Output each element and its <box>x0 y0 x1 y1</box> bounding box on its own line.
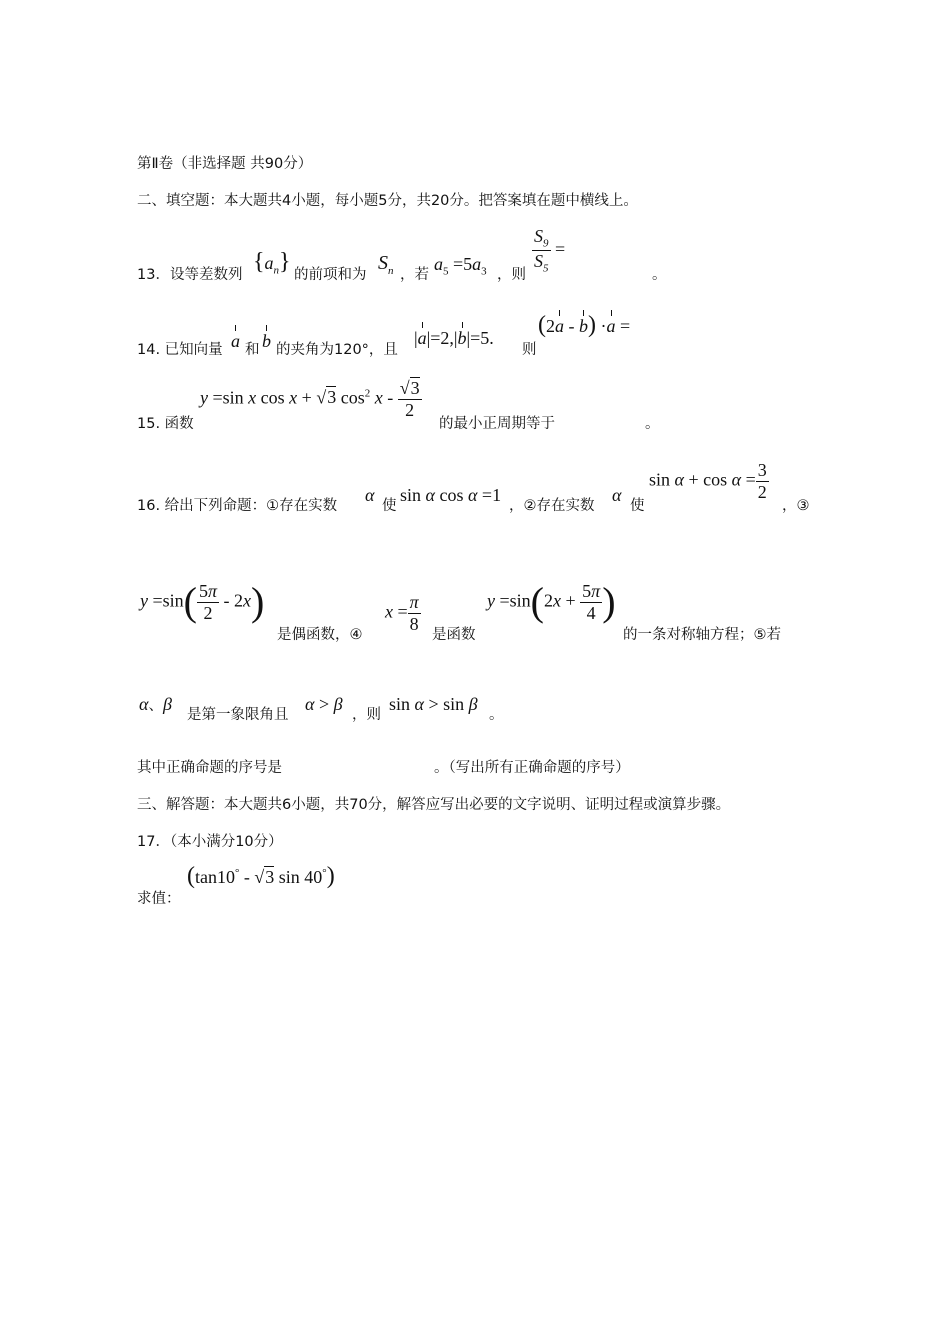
q13-formula-ratio: $\frac{S_9}{S_5}$ = <box>534 226 566 275</box>
q16-number: 16. 给出下列命题：①存在实数 <box>137 498 338 514</box>
q13-text-2: ，若 <box>400 267 429 283</box>
q16-formula-5: y =sin(2x + $\frac{5\pi}{4}$ ) <box>487 579 616 625</box>
q13-formula-an: $\{a_n\}$ <box>253 249 291 277</box>
q13-formula-condition: $a_5 =5a_3$ <box>434 254 487 278</box>
section3-instructions: 三、解答题：本大题共6小题，共70分，解答应写出必要的文字说明、证明过程或演算步骤。 <box>137 797 731 813</box>
q16-answer-line: 其中正确命题的序号是 <box>137 760 282 776</box>
q14-text-3: 则 <box>522 342 537 358</box>
q14-formula-dot: (2a - b) ·a = <box>538 312 631 338</box>
q13-end: 。 <box>652 267 667 283</box>
q16-alpha-beta: α、β <box>139 694 172 714</box>
q14-text-1: 和 <box>245 342 260 358</box>
q16-alpha-2: α <box>612 485 622 505</box>
q16-formula-1: sin α cos α =1 <box>400 485 502 505</box>
fill-in-instructions: 二、填空题：本大题共4小题，每小题5分，共20分。把答案填在题中横线上。 <box>137 193 638 209</box>
q16-formula-2: sin α + cos α = $\frac{3}{2}$ <box>649 460 767 502</box>
q16-text-4: ，③ <box>782 498 810 514</box>
q14-vector-a: a <box>231 331 240 351</box>
q15-number: 15. 函数 <box>137 416 194 432</box>
q15-formula-function: y =sin x cos x + √3 $\cos^2 x$ - $\frac{√3}{2}$ <box>200 378 420 420</box>
q14-text-2: 的夹角为120°，且 <box>276 342 398 358</box>
q16-text-6: 是函数 <box>432 627 476 643</box>
q13-formula-sn: $S_n$ <box>378 252 394 277</box>
q13-text-3: ，则 <box>497 267 526 283</box>
q16-text-9: ，则 <box>352 707 381 723</box>
q16-text-1: 使 <box>382 498 397 514</box>
q16-text-7: 的一条对称轴方程；⑤若 <box>623 627 781 643</box>
q13-number: 13．设等差数列 <box>137 267 243 283</box>
q17-header: 17．（本小满分10分） <box>137 834 283 850</box>
q16-text-3: 使 <box>630 498 645 514</box>
q17-label: 求值： <box>137 891 181 907</box>
q16-text-2: ，②存在实数 <box>509 498 595 514</box>
q15-end: 。 <box>645 416 660 432</box>
section2-title: 第Ⅱ卷（非选择题 共90分） <box>137 156 313 172</box>
q16-formula-6: α > β <box>305 694 343 714</box>
q16-text-5: 是偶函数，④ <box>277 627 363 643</box>
q13-text-1: 的前项和为 <box>294 267 367 283</box>
q14-formula-magnitudes: |a|=2,|b|=5. <box>414 328 494 348</box>
q16-formula-4: x = $\frac{\pi}{8}$ <box>385 592 419 634</box>
q16-formula-7: sin α > sin β <box>389 694 478 714</box>
q16-answer-note: 。（写出所有正确命题的序号） <box>434 760 630 776</box>
q14-vector-b: b <box>262 331 271 351</box>
q16-text-8: 是第一象限角且 <box>187 707 289 723</box>
q16-alpha-1: α <box>365 485 375 505</box>
q16-formula-3: y =sin( $\frac{5\pi}{2}$ - 2x) <box>140 579 265 625</box>
q16-end: 。 <box>489 707 504 723</box>
q15-text-1: 的最小正周期等于 <box>439 416 555 432</box>
q17-formula: (tan10° - √3 sin 40°) <box>187 863 335 889</box>
q14-number: 14. 已知向量 <box>137 342 223 358</box>
